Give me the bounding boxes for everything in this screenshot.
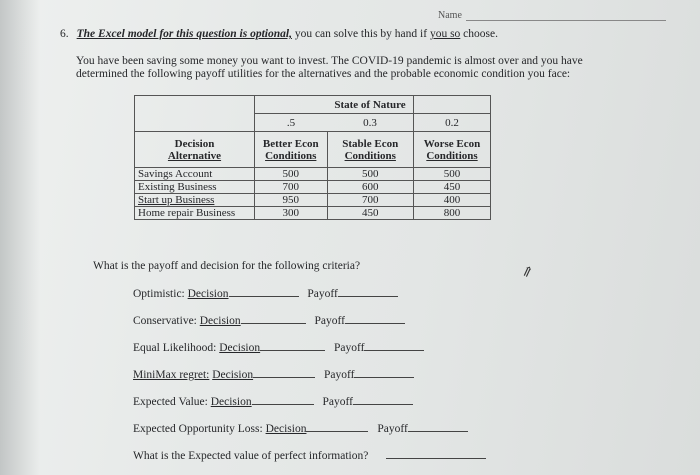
decision-label: Decision [199, 315, 241, 327]
payoff-blank[interactable] [338, 286, 398, 297]
column-header-row [135, 132, 491, 168]
col-worse-line2: Conditions [426, 149, 478, 162]
col-better-line2: Conditions [265, 149, 317, 162]
table-cell: 450 [414, 181, 491, 194]
criterion-label: Equal Likelihood: [133, 342, 217, 354]
payoff-label: Payoff [334, 342, 365, 354]
table-row-top [135, 96, 491, 114]
decision-blank[interactable] [252, 394, 314, 405]
prob-worse-top [414, 96, 491, 114]
prob-better: .5 [255, 114, 328, 132]
table-row [135, 207, 491, 220]
payoff-blank[interactable] [345, 313, 405, 324]
row-label: Savings Account [135, 168, 255, 181]
table-row [135, 168, 491, 181]
criterion-conservative [133, 313, 405, 327]
question-text-a: you can solve this by hand if [291, 28, 430, 40]
col-worse-line1: Worse Econ [423, 137, 481, 150]
criterion-equal-likelihood [133, 340, 424, 354]
payoff-label: Payoff [377, 423, 408, 435]
evpi-question [133, 448, 486, 462]
evpi-question-text: What is the Expected value of perfect information? [133, 450, 369, 462]
question-text-b: choose. [460, 28, 498, 40]
decision-blank[interactable] [241, 313, 306, 324]
intro-line-2: determined the following payoff utilities for the alternatives and the probable economic condition you face: [76, 68, 571, 80]
table-cell: 950 [255, 194, 328, 207]
evpi-answer-blank[interactable] [386, 448, 486, 459]
decision-blank[interactable] [260, 340, 325, 351]
criteria-question: What is the payoff and decision for the following criteria? [93, 260, 361, 272]
row-label-text: Start up Business [138, 194, 215, 206]
question-emphasis: The Excel model for this question is optional, [76, 28, 292, 40]
table-row [135, 194, 491, 207]
state-of-nature-header: State of Nature [327, 96, 414, 114]
payoff-label: Payoff [307, 288, 338, 300]
question-number: 6. [60, 28, 69, 40]
decision-header-2: Alternative [167, 149, 222, 162]
decision-header-1: Decision [174, 137, 215, 150]
criterion-optimistic [133, 286, 398, 300]
table-cell: 800 [414, 207, 491, 220]
name-field [438, 10, 666, 21]
mouse-cursor-icon: ⇗ [519, 263, 536, 282]
payoff-label: Payoff [314, 315, 345, 327]
table-cell: 300 [255, 207, 328, 220]
payoff-blank[interactable] [364, 340, 424, 351]
table-row [135, 181, 491, 194]
row-label: Existing Business [135, 181, 255, 194]
col-header-worse [414, 132, 491, 168]
col-better-line1: Better Econ [262, 137, 319, 150]
col-stable-line1: Stable Econ [342, 137, 399, 150]
name-label: Name [438, 10, 462, 21]
prob-worse: 0.2 [414, 114, 491, 132]
decision-label: Decision [210, 396, 252, 408]
table-cell: 700 [327, 194, 414, 207]
col-stable-line2: Conditions [344, 149, 396, 162]
decision-label: Decision [187, 288, 229, 300]
col-header-stable [327, 132, 414, 168]
decision-label: Decision [265, 423, 307, 435]
criterion-label: Expected Value: [133, 396, 208, 408]
table-cell: 600 [327, 181, 414, 194]
payoff-table [134, 95, 491, 220]
row-label: Home repair Business [135, 207, 255, 220]
criterion-label: Optimistic: [133, 288, 185, 300]
intro-line-1: You have been saving some money you want to invest. The COVID-19 pandemic is almost over and you have [76, 55, 583, 67]
payoff-blank[interactable] [408, 421, 468, 432]
col-header-better [255, 132, 328, 168]
payoff-label: Payoff [323, 369, 355, 381]
payoff-blank[interactable] [354, 367, 414, 378]
criterion-label: Conservative: [133, 315, 197, 327]
name-blank[interactable] [466, 20, 666, 21]
payoff-label: Payoff [322, 396, 353, 408]
decision-blank[interactable] [229, 286, 299, 297]
decision-blank[interactable] [253, 367, 315, 378]
question-text-underlined: you so [429, 28, 461, 40]
prob-stable: 0.3 [327, 114, 414, 132]
payoff-blank[interactable] [353, 394, 413, 405]
criterion-label: MiniMax regret: [133, 369, 210, 381]
criterion-expected-opportunity-loss [133, 421, 468, 435]
decision-label: Decision [219, 342, 261, 354]
table-cell: 500 [327, 168, 414, 181]
page-shadow [0, 0, 40, 475]
table-cell: 700 [255, 181, 328, 194]
decision-alternative-header [135, 132, 255, 168]
empty-corner-cell [135, 96, 255, 132]
table-cell: 450 [327, 207, 414, 220]
prob-better-top [255, 96, 328, 114]
criterion-minimax-regret [133, 367, 414, 381]
question-line [60, 28, 498, 40]
table-cell: 500 [255, 168, 328, 181]
row-label [135, 194, 255, 207]
table-cell: 500 [414, 168, 491, 181]
intro-paragraph [76, 55, 583, 81]
decision-label: Decision [212, 369, 254, 381]
decision-blank[interactable] [306, 421, 368, 432]
criterion-label: Expected Opportunity Loss: [133, 423, 263, 435]
criterion-expected-value [133, 394, 413, 408]
table-cell: 400 [414, 194, 491, 207]
